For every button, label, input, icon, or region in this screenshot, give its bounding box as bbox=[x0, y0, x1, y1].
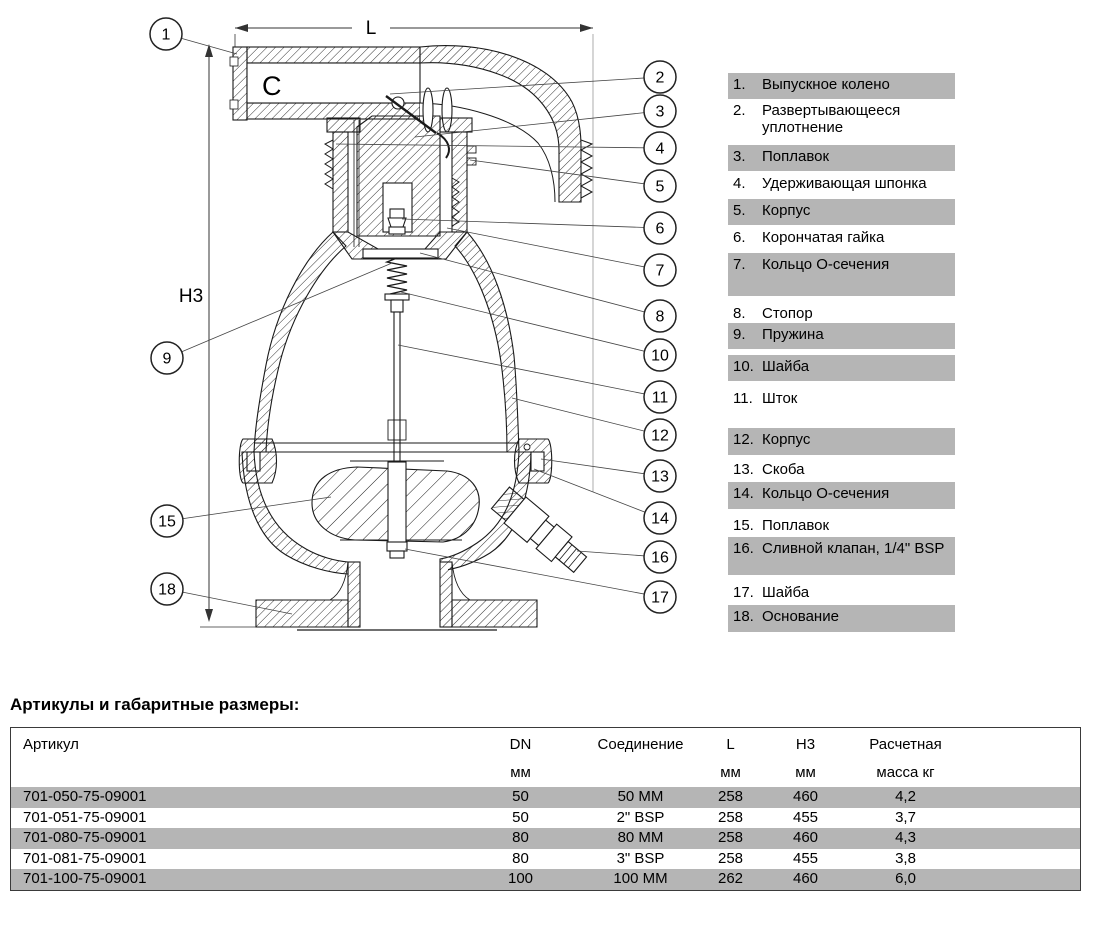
legend-item-number: 2. bbox=[733, 102, 746, 119]
table-cell: 258 bbox=[717, 849, 744, 867]
table-header-Расчетная: Расчетная масса кг bbox=[869, 736, 942, 781]
callout-number: 6 bbox=[655, 220, 665, 238]
table-cell: 2" BSP bbox=[616, 808, 665, 826]
legend-item-label: Стопор bbox=[762, 305, 813, 322]
legend-item-label: Корпус bbox=[762, 431, 811, 448]
legend-item-label: Скоба bbox=[762, 461, 805, 478]
table-cell bbox=[971, 828, 1081, 849]
callout-number: 15 bbox=[158, 513, 176, 531]
legend-item-label: Шайба bbox=[762, 358, 810, 375]
legend-item-16 bbox=[728, 537, 955, 575]
legend-item-11 bbox=[728, 387, 955, 409]
callout-number: 13 bbox=[651, 468, 669, 486]
legend-item-4 bbox=[728, 172, 955, 198]
table-cell: 455 bbox=[792, 808, 819, 826]
valve-body bbox=[230, 46, 592, 630]
legend-item-number: 5. bbox=[733, 202, 746, 219]
callout-number: 1 bbox=[161, 26, 171, 44]
table-cell: 701-080-75-09001 bbox=[11, 828, 451, 849]
table-row bbox=[11, 808, 1081, 829]
legend-item-5 bbox=[728, 199, 955, 225]
legend-item-label: Кольцо О-сечения bbox=[762, 485, 890, 502]
table-title: Артикулы и габаритные размеры: bbox=[10, 695, 300, 714]
table-cell: 701-051-75-09001 bbox=[23, 808, 147, 826]
table-cell: 100 bbox=[451, 869, 591, 890]
callout-number: 3 bbox=[655, 103, 665, 121]
legend-item-number: 15. bbox=[733, 517, 754, 534]
legend-item-number: 1. bbox=[733, 76, 746, 93]
table-cell: 460 bbox=[771, 828, 841, 849]
legend-item-label: Кольцо О-сечения bbox=[762, 256, 890, 273]
table-cell: 4,2 bbox=[841, 787, 971, 808]
table-header-L: L мм bbox=[720, 736, 741, 781]
legend-item-6 bbox=[728, 226, 955, 252]
legend-item-label: Удерживающая шпонка bbox=[762, 175, 927, 192]
table-cell: 4,3 bbox=[841, 828, 971, 849]
callout-number: 17 bbox=[651, 589, 669, 607]
legend-item-number: 18. bbox=[733, 608, 754, 625]
table-cell: 701-081-75-09001 bbox=[23, 849, 147, 867]
table-cell bbox=[971, 849, 1081, 870]
legend-item-number: 8. bbox=[733, 305, 746, 322]
leader-line bbox=[401, 292, 660, 355]
legend-item-8 bbox=[728, 302, 955, 324]
table-header-empty bbox=[971, 728, 1081, 788]
legend-item-number: 11. bbox=[733, 390, 753, 407]
table-cell bbox=[971, 787, 1081, 808]
leader-line bbox=[398, 345, 660, 397]
dim-label-H3: H3 bbox=[178, 286, 204, 307]
legend-item-number: 7. bbox=[733, 256, 746, 273]
table-row bbox=[11, 828, 1081, 849]
port-label-C: C bbox=[262, 71, 282, 101]
table-row bbox=[11, 849, 1081, 870]
legend-item-label: Основание bbox=[762, 608, 839, 625]
table-header-H3: H3 мм bbox=[795, 736, 816, 781]
callout-number: 12 bbox=[651, 427, 669, 445]
legend-item-label: Выпускное колено bbox=[762, 76, 890, 93]
table-cell: 701-100-75-09001 bbox=[11, 869, 451, 890]
legend-item-label: Сливной клапан, 1/4" BSP bbox=[762, 540, 945, 557]
legend-item-9 bbox=[728, 323, 955, 349]
callout-number: 2 bbox=[655, 69, 665, 87]
legend-item-number: 14. bbox=[733, 485, 754, 502]
callout-number: 4 bbox=[655, 140, 665, 158]
table-cell: 262 bbox=[691, 869, 771, 890]
legend-item-12 bbox=[728, 428, 955, 455]
valve-cross-section-diagram bbox=[0, 0, 710, 660]
dimension-line-H3 bbox=[200, 44, 256, 627]
legend-item-label: Шток bbox=[762, 390, 798, 407]
legend-item-number: 12. bbox=[733, 431, 754, 448]
table-cell: 80 bbox=[512, 849, 529, 867]
legend-item-number: 4. bbox=[733, 175, 746, 192]
leader-line bbox=[512, 398, 660, 435]
legend-item-2 bbox=[728, 99, 955, 139]
callout-number: 7 bbox=[655, 262, 665, 280]
table-row bbox=[11, 787, 1081, 808]
legend-item-number: 3. bbox=[733, 148, 746, 165]
legend-item-number: 6. bbox=[733, 229, 746, 246]
table-cell: 80 MM bbox=[591, 828, 691, 849]
table-header-Артикул: Артикул bbox=[23, 736, 79, 753]
table-cell: 460 bbox=[771, 787, 841, 808]
table-cell: 50 bbox=[512, 808, 529, 826]
table-header-Соединение: Соединение bbox=[597, 736, 684, 753]
legend-item-label: Шайба bbox=[762, 584, 810, 601]
table-cell: 50 MM bbox=[591, 787, 691, 808]
callout-number: 14 bbox=[651, 510, 669, 528]
callout-number: 5 bbox=[655, 178, 665, 196]
legend-item-number: 17. bbox=[733, 584, 754, 601]
table-cell: 80 bbox=[451, 828, 591, 849]
parts-table bbox=[10, 727, 1081, 891]
callout-number: 9 bbox=[162, 350, 172, 368]
legend-item-number: 9. bbox=[733, 326, 746, 343]
callout-number: 11 bbox=[651, 389, 669, 407]
legend-item-3 bbox=[728, 145, 955, 171]
legend-item-15 bbox=[728, 514, 955, 538]
table-cell: 258 bbox=[691, 828, 771, 849]
legend-item-10 bbox=[728, 355, 955, 381]
callout-number: 8 bbox=[655, 308, 665, 326]
legend-item-number: 10. bbox=[733, 358, 754, 375]
table-cell: 455 bbox=[792, 849, 819, 867]
legend-item-18 bbox=[728, 605, 955, 632]
table-cell: 258 bbox=[717, 808, 744, 826]
leader-line bbox=[420, 253, 660, 316]
leader-line bbox=[541, 459, 660, 476]
legend-item-7 bbox=[728, 253, 955, 279]
table-cell: 3,7 bbox=[895, 808, 916, 826]
legend-item-label: Развертывающееся уплотнение bbox=[762, 102, 901, 136]
table-cell: 6,0 bbox=[841, 869, 971, 890]
legend-item-number: 16. bbox=[733, 540, 754, 557]
callout-number: 18 bbox=[158, 581, 176, 599]
table-cell bbox=[971, 869, 1081, 890]
table-cell: 100 MM bbox=[591, 869, 691, 890]
callout-number: 16 bbox=[651, 549, 669, 567]
table-cell: 50 bbox=[451, 787, 591, 808]
legend-group-spacer bbox=[728, 279, 955, 296]
legend-item-label: Поплавок bbox=[762, 517, 830, 534]
table-cell: 3" BSP bbox=[616, 849, 665, 867]
table-cell: 258 bbox=[691, 787, 771, 808]
table-row bbox=[11, 869, 1081, 890]
legend-item-number: 13. bbox=[733, 461, 754, 478]
table-cell: 701-050-75-09001 bbox=[11, 787, 451, 808]
legend-item-14 bbox=[728, 482, 955, 509]
callout-number: 10 bbox=[651, 347, 669, 365]
legend-item-label: Поплавок bbox=[762, 148, 830, 165]
legend-item-1 bbox=[728, 73, 955, 99]
table-cell bbox=[971, 808, 1081, 829]
legend-item-17 bbox=[728, 581, 955, 603]
table-cell: 460 bbox=[771, 869, 841, 890]
legend-item-label: Корпус bbox=[762, 202, 811, 219]
legend-item-label: Пружина bbox=[762, 326, 824, 343]
table-cell: 3,8 bbox=[895, 849, 916, 867]
leader-line bbox=[534, 469, 660, 518]
dim-label-L: L bbox=[365, 18, 377, 39]
table-header-DN: DN мм bbox=[509, 736, 532, 781]
legend-item-label: Корончатая гайка bbox=[762, 229, 885, 246]
legend-item-13 bbox=[728, 458, 955, 482]
